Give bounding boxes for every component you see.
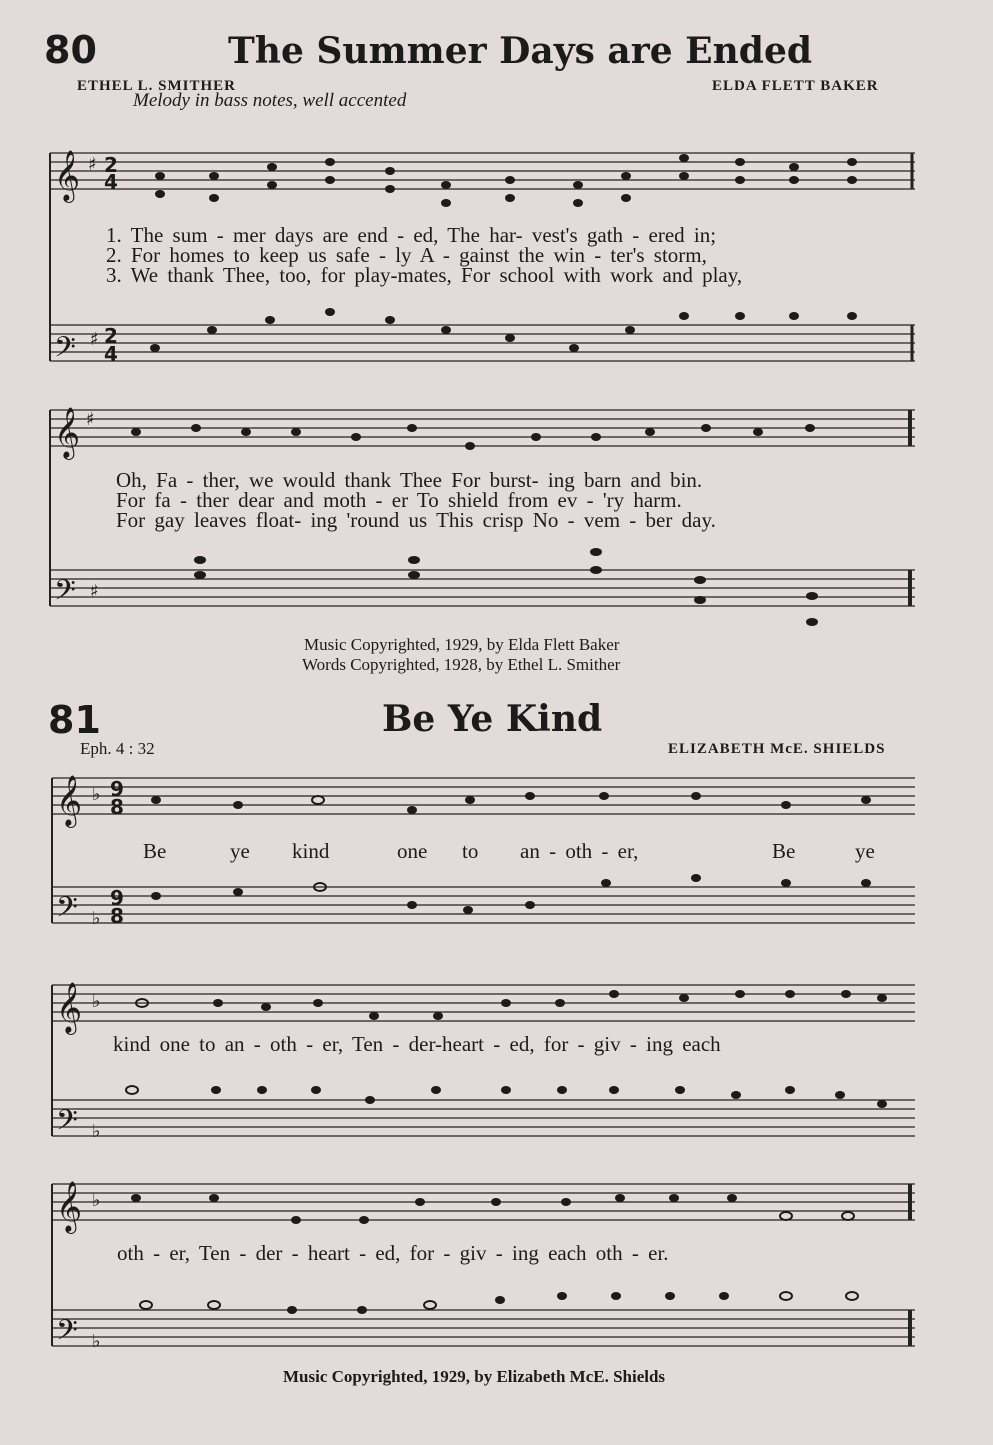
hymn-81-lyric-word: ye	[855, 839, 875, 863]
hymn-81-lyric-line-2: kind one to an - oth - er, Ten - der-heart - ed, for - giv - ing each	[113, 1032, 721, 1056]
hymn-80-number: 80	[44, 28, 97, 72]
hymn-80-instruction: Melody in bass notes, well accented	[133, 90, 407, 111]
svg-text:8: 8	[110, 904, 124, 928]
hymn-80-verse-2-line-1: 2. For homes to keep us safe - ly A - gainst the win - ter's storm,	[106, 243, 707, 267]
svg-text:9: 9	[110, 886, 124, 910]
svg-text:9: 9	[110, 777, 124, 801]
svg-text:2: 2	[104, 324, 118, 348]
hymn-81-lyric-line-3: oth - er, Ten - der - heart - ed, for - giv - ing each oth - er.	[117, 1241, 669, 1265]
hymn-80-title: The Summer Days are Ended	[228, 30, 813, 72]
bass-clef-icon: 𝄢	[56, 1104, 78, 1144]
flat-icon: ♭	[92, 784, 101, 805]
hymn-80-verse-3-line-1: 3. We thank Thee, too, for play-mates, For school with work and play,	[106, 263, 743, 287]
hymn-80-verse-1-line-2: Oh, Fa - ther, we would thank Thee For burst- ing barn and bin.	[116, 468, 703, 492]
hymn-81-system-2-treble-staff	[52, 985, 915, 1021]
bass-clef-icon: 𝄢	[56, 1314, 78, 1354]
svg-text:4: 4	[104, 342, 118, 366]
hymn-80-system-2-treble-staff	[50, 410, 915, 446]
hymn-81-composer-credit: ELIZABETH McE. SHIELDS	[668, 741, 886, 757]
hymn-80-verse-3-line-2: For gay leaves float- ing 'round us This crisp No - vem - ber day.	[116, 508, 716, 532]
hymn-81-lyric-word: one	[397, 839, 428, 863]
treble-clef-icon: 𝄞	[56, 982, 83, 1033]
flat-icon: ♭	[92, 991, 101, 1012]
sharp-icon: ♯	[88, 154, 97, 175]
hymn-80-verse-2-line-2: For fa - ther dear and moth - er To shield from ev - 'ry harm.	[116, 488, 682, 512]
flat-icon: ♭	[92, 908, 101, 929]
hymn-81-lyric-word: ye	[230, 839, 250, 863]
sharp-icon: ♯	[90, 329, 99, 350]
hymn-80-system-1-treble-staff	[50, 153, 915, 189]
hymn-81-system-2-bass-staff	[52, 1100, 915, 1136]
hymn-81-scripture-reference: Eph. 4 : 32	[80, 739, 155, 758]
hymn-81-title: Be Ye Kind	[382, 698, 603, 740]
treble-clef-icon: 𝄞	[54, 150, 81, 201]
treble-clef-icon: 𝄞	[56, 775, 83, 826]
hymn-81-system-3-treble-staff	[52, 1184, 915, 1220]
bass-clef-icon: 𝄢	[54, 574, 76, 614]
hymn-80-verse-1-line-1: 1. The sum - mer days are end - ed, The har- vest's gath - ered in;	[106, 223, 717, 247]
hymn-81-system-1-bass-staff	[52, 887, 915, 923]
hymn-80-words-copyright: Words Copyrighted, 1928, by Ethel L. Smither	[302, 655, 621, 674]
hymn-81-lyric-word: to	[462, 839, 479, 863]
svg-text:2: 2	[104, 153, 118, 177]
hymn-80-words-credit: ETHEL L. SMITHER	[77, 78, 236, 94]
hymn-81-lyric-word: Be	[772, 839, 796, 863]
svg-text:4: 4	[104, 170, 118, 194]
svg-text:8: 8	[110, 795, 124, 819]
hymn-81-lyric-word: an - oth - er,	[520, 839, 639, 863]
hymn-81-lyric-word: kind	[292, 839, 330, 863]
hymn-81-copyright: Music Copyrighted, 1929, by Elizabeth McE. Shields	[283, 1367, 666, 1386]
flat-icon: ♭	[92, 1331, 101, 1352]
sharp-icon: ♯	[90, 581, 99, 602]
bass-clef-icon: 𝄢	[56, 891, 78, 931]
hymn-81-lyric-word: Be	[143, 839, 167, 863]
hymn-80-music-credit: ELDA FLETT BAKER	[712, 78, 879, 94]
bass-clef-icon: 𝄢	[54, 331, 76, 371]
hymn-81-number: 81	[48, 698, 101, 742]
flat-icon: ♭	[92, 1190, 101, 1211]
flat-icon: ♭	[92, 1121, 101, 1142]
treble-clef-icon: 𝄞	[54, 407, 81, 458]
hymn-81-system-3-bass-staff	[52, 1310, 915, 1346]
hymn-80-music-copyright: Music Copyrighted, 1929, by Elda Flett Baker	[304, 635, 620, 654]
hymn-80-system-2-bass-staff	[50, 570, 915, 606]
treble-clef-icon: 𝄞	[56, 1181, 83, 1232]
sharp-icon: ♯	[86, 409, 95, 430]
hymn-80-system-1-bass-staff	[50, 325, 915, 361]
